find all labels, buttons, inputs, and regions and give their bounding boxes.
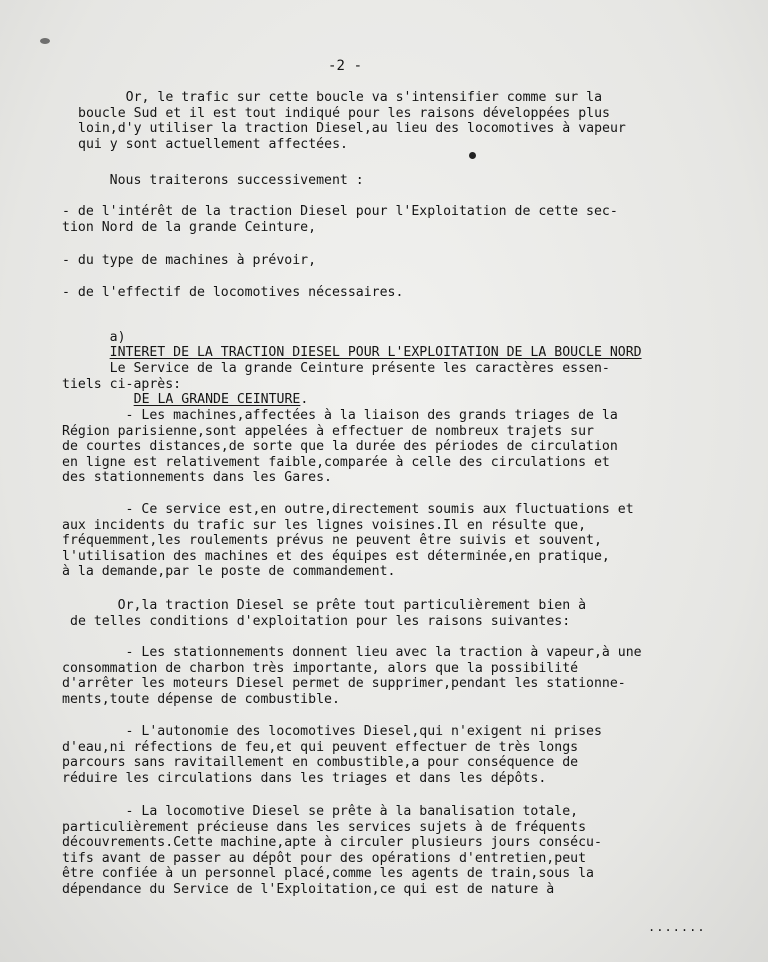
paragraph-1: [78, 90, 626, 152]
paragraph-3: [62, 408, 618, 486]
paragraph-2: [62, 361, 610, 392]
text-line: Nous traiterons successivement :: [62, 173, 364, 188]
text-line: Région parisienne,sont appelées à effectuer de nombreux trajets sur: [62, 423, 594, 439]
text-line: - La locomotive Diesel se prête à la banalisation totale,: [62, 804, 579, 819]
section-title-line-2: DE LA GRANDE CEINTURE: [133, 391, 301, 407]
paper-smudge: [40, 38, 50, 44]
text-line: - L'autonomie des locomotives Diesel,qui n'exigent ni prises: [62, 724, 602, 739]
continuation-dots: .......: [648, 920, 706, 934]
text-line: particulièrement précieuse dans les services sujets à de fréquents: [62, 819, 587, 835]
text-line: d'arrêter les moteurs Diesel permet de supprimer,pendant les stationne-: [62, 676, 626, 692]
text-line: aux incidents du trafic sur les lignes voisines.Il en résulte que,: [62, 517, 587, 533]
text-line: - de l'effectif de locomotives nécessaires.: [62, 285, 404, 300]
text-line: consommation de charbon très importante, alors que la possibilité: [62, 660, 579, 676]
text-line: de courtes distances,de sorte que la durée des périodes de circulation: [62, 439, 618, 455]
text-line: tiels ci-après:: [62, 376, 182, 392]
text-line: qui y sont actuellement affectées.: [78, 136, 348, 152]
text-line: Le Service de la grande Ceinture présente les caractères essen-: [62, 361, 610, 376]
text-line: - du type de machines à prévoir,: [62, 253, 317, 268]
intro-line: [62, 173, 364, 189]
text-line: - Les stationnements donnent lieu avec la traction à vapeur,à une: [62, 645, 642, 660]
text-line: parcours sans ravitaillement en combustible,a pour conséquence de: [62, 755, 579, 771]
text-line: Or, le trafic sur cette boucle va s'intensifier comme sur la: [78, 90, 603, 105]
text-line: l'utilisation des machines et des équipes est déterminée,en pratique,: [62, 548, 610, 564]
paragraph-8: [62, 804, 602, 898]
text-line: réduire les circulations dans les triages et dans les dépôts.: [62, 770, 547, 786]
text-line: loin,d'y utiliser la traction Diesel,au lieu des locomotives à vapeur: [78, 121, 626, 137]
paragraph-5: [70, 598, 586, 629]
text-line: de telles conditions d'exploitation pour les raisons suivantes:: [70, 613, 571, 629]
ink-spot: [469, 152, 476, 159]
page-number: -2 -: [328, 58, 363, 74]
text-line: découvrements.Cette machine,apte à circuler plusieurs jours consécu-: [62, 835, 602, 851]
text-line: tion Nord de la grande Ceinture,: [62, 219, 317, 235]
text-line: être confiée à un personnel placé,comme les agents de train,sous la: [62, 866, 594, 882]
paragraph-6: [62, 645, 642, 707]
text-line: - de l'intérêt de la traction Diesel pour l'Exploitation de cette sec-: [62, 204, 618, 219]
text-line: fréquemment,les roulements prévus ne peuvent être suivis et souvent,: [62, 533, 602, 549]
text-line: dépendance du Service de l'Exploitation,ce qui est de nature à: [62, 881, 555, 897]
text-line: - Les machines,affectées à la liaison des grands triages de la: [62, 408, 618, 423]
text-line: des stationnements dans les Gares.: [62, 470, 332, 486]
text-line: en ligne est relativement faible,comparée à celle des circulations et: [62, 454, 610, 470]
bullet-3: [62, 285, 403, 301]
text-line: Or,la traction Diesel se prête tout particulièrement bien à: [70, 598, 587, 613]
bullet-1: [62, 204, 618, 235]
text-line: ments,toute dépense de combustible.: [62, 691, 340, 707]
section-label: a): [109, 329, 126, 345]
text-line: boucle Sud et il est tout indiqué pour les raisons développées plus: [78, 105, 610, 121]
bullet-2: [62, 253, 316, 269]
text-line: tifs avant de passer au dépôt pour des opérations d'entretien,peut: [62, 850, 587, 866]
paragraph-7: [62, 724, 602, 786]
text-line: - Ce service est,en outre,directement soumis aux fluctuations et: [62, 502, 634, 517]
paragraph-4: [62, 502, 634, 580]
text-line: d'eau,ni réfections de feu,et qui peuvent effectuer de très longs: [62, 739, 579, 755]
section-title-end: .: [300, 391, 309, 407]
section-title-line-1: INTERET DE LA TRACTION DIESEL POUR L'EXPLOITATION DE LA BOUCLE NORD: [109, 345, 642, 361]
text-line: à la demande,par le poste de commandement.: [62, 564, 396, 580]
